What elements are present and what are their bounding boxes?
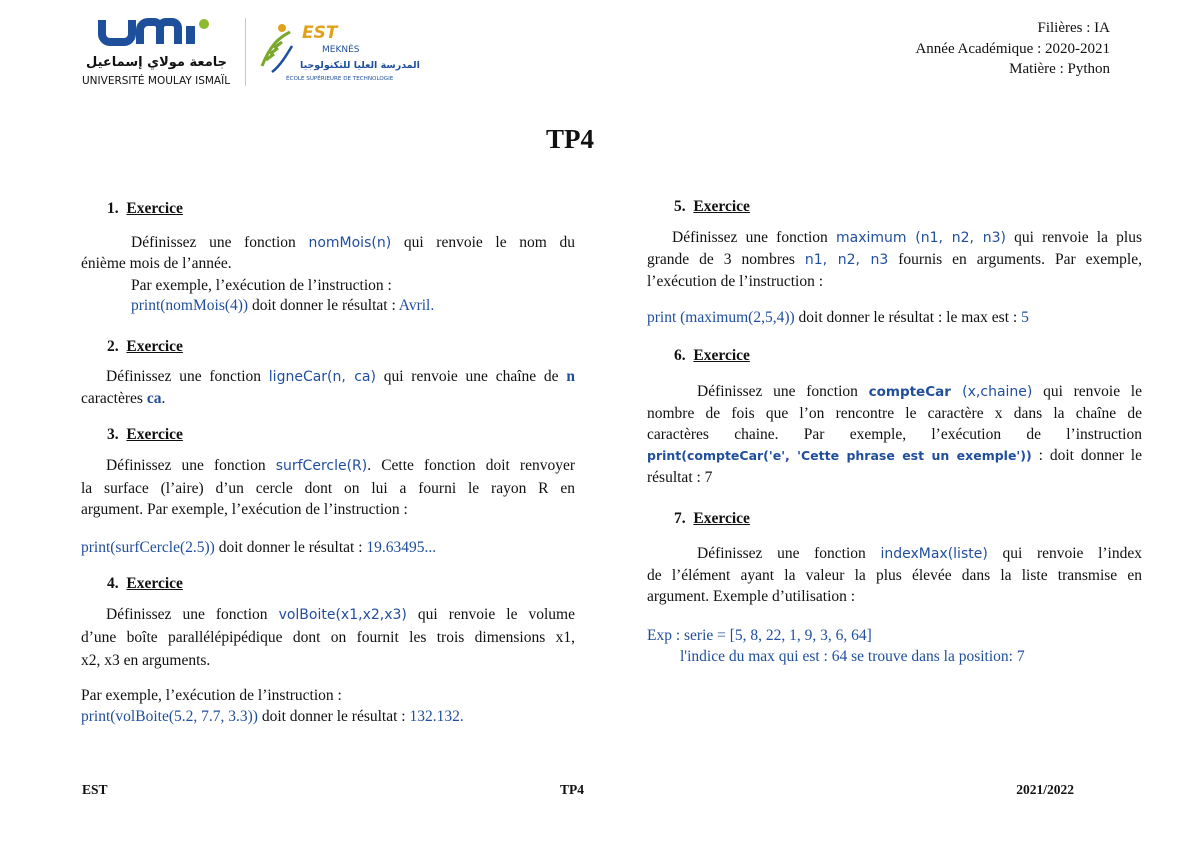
exercise-7-line-1 <box>697 544 1142 565</box>
exercise-6-line-3: caractères chaine. Par exemple, l’exécution de l’instruction <box>647 426 1142 443</box>
text: . Cette fonction doit renvoyer <box>367 457 575 474</box>
exercise-title: Exercice <box>126 338 183 355</box>
filieres: Filières : IA <box>1037 20 1110 36</box>
est-logo <box>256 16 420 90</box>
exercise-4-line-3: x2, x3 en arguments. <box>81 652 211 669</box>
text: qui renvoie l’index <box>987 545 1142 562</box>
exercise-2-heading <box>107 338 183 356</box>
function-name: maximum (n1, n2, n3) <box>836 230 1006 246</box>
exercise-3-line-4 <box>81 538 436 559</box>
exercise-4-heading <box>107 575 183 593</box>
text: Définissez une fonction <box>697 545 881 562</box>
exercise-5-heading <box>674 198 750 216</box>
exercise-number: 1. <box>107 200 119 217</box>
exercise-title: Exercice <box>126 200 183 217</box>
exercise-3-line-3: argument. Par exemple, l’exécution de l’instruction : <box>81 501 408 518</box>
annee-academique: Année Académique : 2020-2021 <box>915 41 1110 57</box>
arguments: n1, n2, n3 <box>804 252 889 268</box>
exercise-7-heading <box>674 510 750 528</box>
result: 19.63495... <box>366 539 437 556</box>
exercise-number: 2. <box>107 338 119 355</box>
umi-logo <box>80 16 240 90</box>
result: 132.132. <box>409 708 464 725</box>
text: qui renvoie la plus <box>1005 229 1142 246</box>
exercise-5-line-1 <box>672 228 1142 249</box>
exercise-title: Exercice <box>126 575 183 592</box>
code: print(surfCercle(2.5)) <box>81 539 215 556</box>
text: qui renvoie le <box>1032 383 1142 400</box>
exercise-number: 4. <box>107 575 119 592</box>
exercise-6-line-2: nombre de fois que l’on rencontre le caractère x dans la chaîne de <box>647 405 1142 422</box>
text: Définissez une fonction <box>106 606 279 623</box>
footer-right: 2021/2022 <box>1016 782 1074 797</box>
exercise-title: Exercice <box>693 198 750 215</box>
exercise-6-line-1 <box>697 382 1142 403</box>
exercise-4-line-4: Par exemple, l’exécution de l’instruction : <box>81 687 342 704</box>
footer-left: EST <box>82 782 108 797</box>
exercise-5-line-3: l’exécution de l’instruction : <box>647 273 824 290</box>
function-name: nomMois(n) <box>308 235 392 251</box>
text: caractères <box>81 390 147 407</box>
function-name: volBoite(x1,x2,x3) <box>278 607 407 623</box>
text: doit donner le résultat : le max est : <box>794 309 1022 326</box>
exercise-title: Exercice <box>693 510 750 527</box>
exercise-6-heading <box>674 347 750 365</box>
exercise-2-line-2 <box>81 389 165 410</box>
est-logo-city: MEKNÈS <box>322 45 360 55</box>
logo-separator <box>245 18 246 86</box>
footer-center: TP4 <box>560 782 585 797</box>
matiere: Matière : Python <box>1009 61 1110 77</box>
exercise-4-line-5 <box>81 707 464 728</box>
exercise-number: 6. <box>674 347 686 364</box>
exercise-7-line-2: de l’élément ayant la valeur la plus élevée dans la liste transmise en <box>647 567 1142 584</box>
function-name: compteCar <box>868 384 951 400</box>
text: grande de 3 nombres <box>647 251 805 268</box>
exercise-title: Exercice <box>693 347 750 364</box>
text: qui renvoie le volume <box>406 606 575 623</box>
function-name: surfCercle(R) <box>275 458 368 474</box>
result: 5 <box>1021 309 1029 326</box>
function-name: indexMax(liste) <box>880 546 988 562</box>
text: . <box>161 390 166 407</box>
exercise-number: 5. <box>674 198 686 215</box>
exercise-1-line-4 <box>131 296 434 317</box>
text: : doit donner le <box>1031 447 1142 464</box>
exercise-5-line-2 <box>647 250 1142 271</box>
exercise-6-line-4 <box>647 446 1142 467</box>
exercise-6-line-5: résultat : 7 <box>647 469 713 486</box>
exercise-4-line-1 <box>106 605 575 626</box>
exercise-3-line-2: la surface (l’aire) d’un cercle dont on lui a fourni le rayon R en <box>81 480 575 497</box>
argument: n <box>566 368 575 385</box>
umi-logo-latin: UNIVERSITÉ MOULAY ISMAÏL <box>82 75 231 87</box>
text: doit donner le résultat : <box>248 297 399 314</box>
exercise-4-line-2: d’une boîte parallélépipédique dont on fournit les trois dimensions x1, <box>81 629 575 646</box>
text: doit donner le résultat : <box>257 708 410 725</box>
exercise-title: Exercice <box>126 426 183 443</box>
text: Définissez une fonction <box>131 234 309 251</box>
code: print(volBoite(5.2, 7.7, 3.3)) <box>81 708 258 725</box>
exercise-1-line-1 <box>131 233 575 254</box>
est-logo-arabic: المدرسة العليا للتكنولوجيا <box>300 60 420 71</box>
result: Avril. <box>398 297 435 314</box>
exercise-number: 3. <box>107 426 119 443</box>
text: qui renvoie une chaîne de <box>375 368 567 385</box>
code: print(compteCar('e', 'Cette phrase est un exemple')) <box>647 448 1032 463</box>
text: fournis en arguments. Par exemple, <box>888 251 1142 268</box>
exercise-5-line-4 <box>647 308 1029 329</box>
est-logo-name: EST <box>302 23 338 43</box>
function-name: ligneCar(n, ca) <box>268 369 376 385</box>
exercise-1-heading <box>107 200 183 218</box>
text: Définissez une fonction <box>106 457 276 474</box>
exercise-7-line-4: Exp : serie = [5, 8, 22, 1, 9, 3, 6, 64] <box>647 627 872 644</box>
umi-logo-arabic: جامعة مولاي إسماعيل <box>86 55 227 70</box>
text: Définissez une fonction <box>672 229 836 246</box>
text: Définissez une fonction <box>697 383 869 400</box>
argument: ca <box>146 390 162 407</box>
code: print(nomMois(4)) <box>131 297 249 314</box>
exercise-7-line-3: argument. Exemple d’utilisation : <box>647 588 856 605</box>
exercise-1-line-3: Par exemple, l’exécution de l’instruction : <box>131 277 392 294</box>
est-logo-sub: ÉCOLE SUPÉRIEURE DE TECHNOLOGIE <box>286 76 394 82</box>
text: qui renvoie le nom du <box>391 234 575 251</box>
exercise-7-line-5: l'indice du max qui est : 64 se trouve dans la position: 7 <box>680 648 1025 665</box>
exercise-2-line-1 <box>106 367 575 388</box>
text: Définissez une fonction <box>106 368 269 385</box>
exercise-number: 7. <box>674 510 686 527</box>
text: doit donner le résultat : <box>214 539 367 556</box>
exercise-3-heading <box>107 426 183 444</box>
exercise-1-line-2: énième mois de l’année. <box>81 255 232 272</box>
exercise-3-line-1 <box>106 456 575 477</box>
arguments: (x,chaine) <box>950 384 1033 400</box>
page-title: TP4 <box>545 124 594 154</box>
code: print (maximum(2,5,4)) <box>647 309 795 326</box>
